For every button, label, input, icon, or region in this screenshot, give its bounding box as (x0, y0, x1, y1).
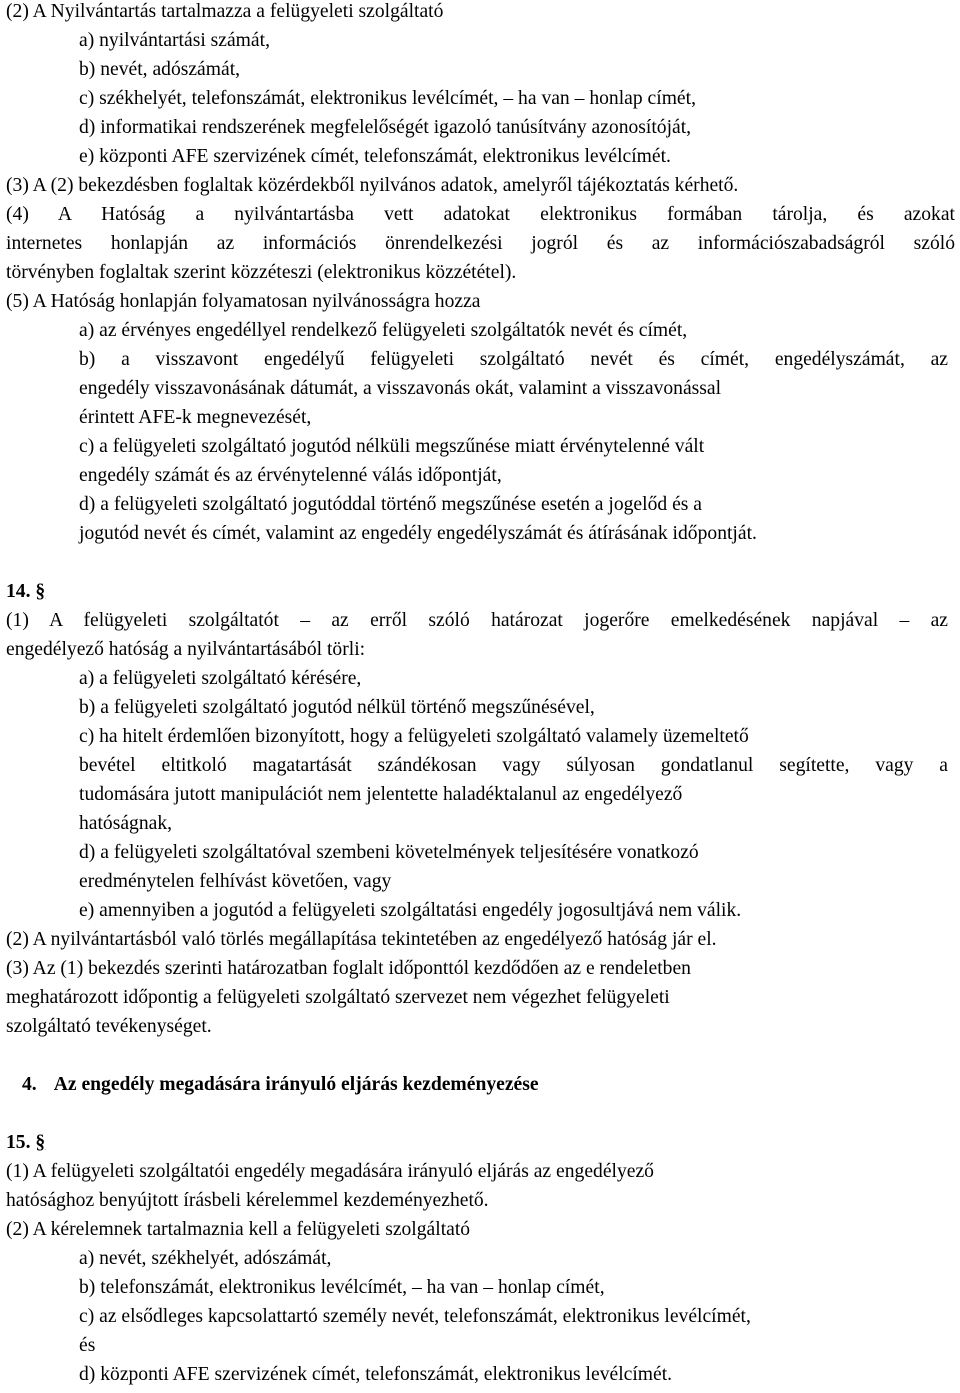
s13-p5-line1: a) az érvényes engedéllyel rendelkező felügyeleti szolgáltatók nevét és címét, (79, 320, 688, 341)
s13-p2-item-e: e) központi AFE szervizének címét, telefonszámát, elektronikus levélcímét. (79, 146, 671, 167)
s14-item-b: b) a felügyeleti szolgáltató jogutód nélkül történő megszűnésével, (79, 697, 595, 718)
s14-item-c-line4: hatóságnak, (79, 813, 173, 834)
s14-item-d-line2: eredménytelen felhívást követően, vagy (79, 871, 392, 892)
s15-item-c-line2: és (79, 1335, 96, 1356)
s13-p5-line6: engedély számát és az érvénytelenné válás időpontját, (79, 465, 502, 486)
s14-p1-line1: (1) A felügyeleti szolgáltatót – az erről szóló határozat jogerőre emelkedésének napjával – az (6, 610, 948, 631)
s14-item-e: e) amennyiben a jogutód a felügyeleti szolgáltatási engedély jogosultjává nem válik. (79, 900, 742, 921)
s14-p3-line1: (3) Az (1) bekezdés szerinti határozatban foglalt időponttól kezdődően az e rendeletben (6, 958, 691, 979)
s14-item-c-line2: bevétel eltitkoló magatartását szándékosan vagy súlyosan gondatlanul segítette, vagy a (79, 755, 948, 776)
s13-p2-item-d: d) informatikai rendszerének megfelelőségét igazoló tanúsítvány azonosítóját, (79, 117, 692, 138)
s14-item-c-line3: tudomására jutott manipulációt nem jelentette haladéktalanul az engedélyező (79, 784, 683, 805)
s14-p3-line2: meghatározott időpontig a felügyeleti szolgáltató szervezet nem végezhet felügyeleti (6, 987, 670, 1008)
chapter4-number: 4. (22, 1074, 37, 1095)
s13-p5-line2: b) a visszavont engedélyű felügyeleti szolgáltató nevét és címét, engedélyszámát, az (79, 349, 948, 370)
s15-item-c-line1: c) az elsődleges kapcsolattartó személy nevét, telefonszámát, elektronikus levélcímét, (79, 1306, 751, 1327)
s13-p4-line2: internetes honlapján az információs önrendelkezési jogról és az információszabadságról szóló (6, 233, 955, 254)
s15-item-d: d) központi AFE szervizének címét, telefonszámát, elektronikus levélcímét. (79, 1364, 673, 1385)
s15-p2-intro: (2) A kérelemnek tartalmaznia kell a felügyeleti szolgáltató (6, 1219, 471, 1240)
s13-p2-intro: (2) A Nyilvántartás tartalmazza a felügyeleti szolgáltató (6, 1, 444, 22)
s14-p2: (2) A nyilvántartásból való törlés megállapítása tekintetében az engedélyező hatóság jár el. (6, 929, 717, 950)
s14-p1-line2: engedélyező hatóság a nyilvántartásából törli: (6, 639, 366, 660)
s13-p2-item-b: b) nevét, adószámát, (79, 59, 241, 80)
s13-p5-line8: jogutód nevét és címét, valamint az engedély engedélyszámát és átírásának időpontját. (79, 523, 757, 544)
s14-heading (6, 580, 45, 604)
s14-item-c-line1: c) ha hitelt érdemlően bizonyított, hogy a felügyeleti szolgáltató valamely üzemeltető (79, 726, 749, 747)
s15-p1-line1: (1) A felügyeleti szolgáltatói engedély megadására irányuló eljárás az engedélyező (6, 1161, 654, 1182)
s15-number: 15. (6, 1132, 31, 1153)
s13-p5-line7: d) a felügyeleti szolgáltató jogutóddal történő megszűnése esetén a jogelőd és a (79, 494, 702, 515)
s15-item-b: b) telefonszámát, elektronikus levélcímét, – ha van – honlap címét, (79, 1277, 605, 1298)
chapter4-heading (22, 1073, 539, 1097)
s13-p5-line3: engedély visszavonásának dátumát, a visszavonás okát, valamint a visszavonással (79, 378, 722, 399)
chapter4-title: Az engedély megadására irányuló eljárás kezdeményezése (53, 1074, 539, 1095)
s13-p3: (3) A (2) bekezdésben foglaltak közérdekből nyilvános adatok, amelyről tájékoztatás kérhető. (6, 175, 739, 196)
s13-p4-line3: törvényben foglaltak szerint közzéteszi (elektronikus közzététel). (6, 262, 517, 283)
s13-p5-intro: (5) A Hatóság honlapján folyamatosan nyilvánosságra hozza (6, 291, 481, 312)
s14-p3-line3: szolgáltató tevékenységet. (6, 1016, 212, 1037)
s13-p2-item-c: c) székhelyét, telefonszámát, elektronikus levélcímét, – ha van – honlap címét, (79, 88, 696, 109)
s14-number: 14. (6, 581, 31, 602)
s14-paragraph-mark: § (35, 581, 46, 602)
s15-item-a: a) nevét, székhelyét, adószámát, (79, 1248, 332, 1269)
s13-p2-item-a: a) nyilvántartási számát, (79, 30, 270, 51)
s15-p1-line2: hatósághoz benyújtott írásbeli kérelemmel kezdeményezhető. (6, 1190, 489, 1211)
s14-item-d-line1: d) a felügyeleti szolgáltatóval szembeni követelmények teljesítésére vonatkozó (79, 842, 699, 863)
s13-p5-line5: c) a felügyeleti szolgáltató jogutód nélküli megszűnése miatt érvénytelenné vált (79, 436, 705, 457)
s13-p5-line4: érintett AFE-k megnevezését, (79, 407, 312, 428)
s15-heading (6, 1131, 45, 1155)
s14-item-a: a) a felügyeleti szolgáltató kérésére, (79, 668, 362, 689)
s13-p4-line1: (4) A Hatóság a nyilvántartásba vett adatokat elektronikus formában tárolja, és azokat (6, 204, 955, 225)
s15-paragraph-mark: § (35, 1132, 46, 1153)
